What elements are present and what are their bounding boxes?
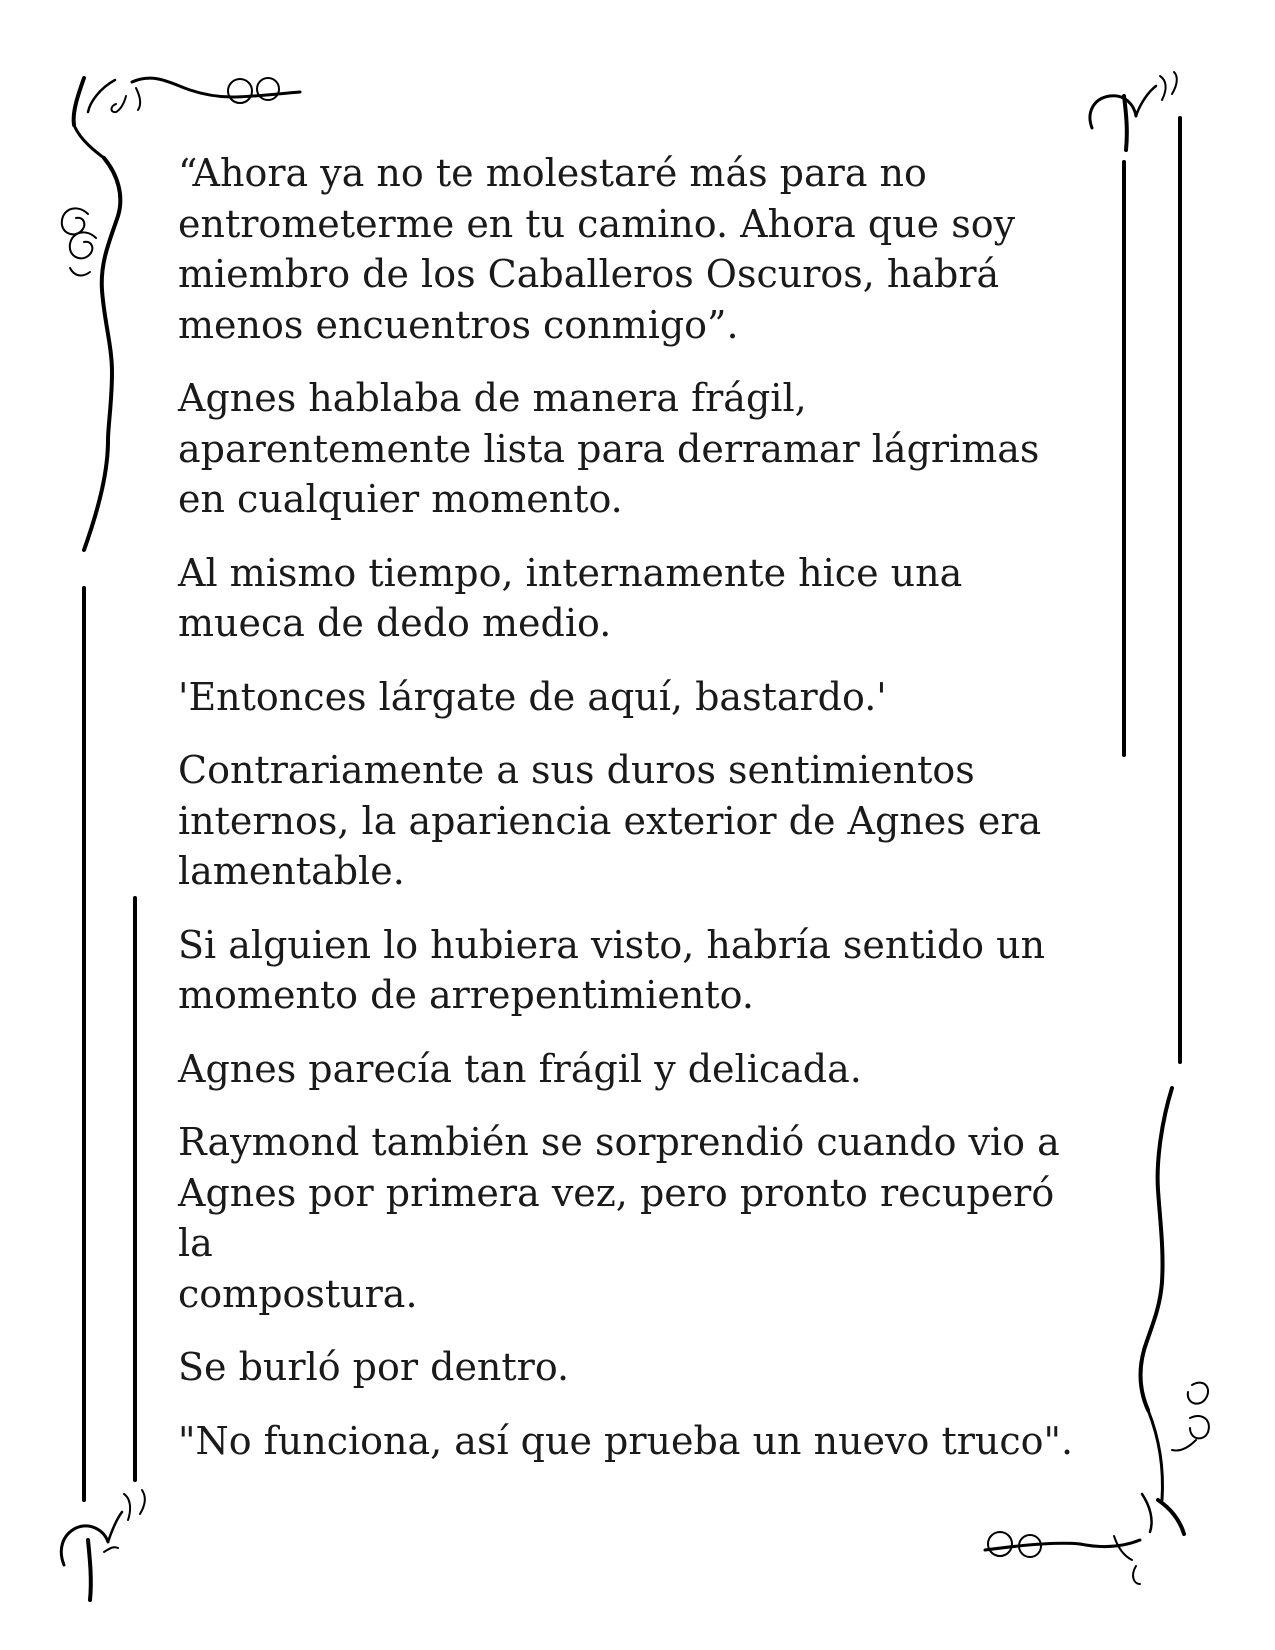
paragraph-10: "No funciona, así que prueba un nuevo truco". (178, 1418, 1074, 1463)
top-right-flourish (1090, 72, 1177, 150)
paragraph-8: Raymond también se sorprendió cuando vio a Agnes por primera vez, pero pronto recuperó la compostura. (178, 1120, 1060, 1316)
bottom-left-flourish (61, 1490, 144, 1600)
paragraph-7: Agnes parecía tan frágil y delicada. (178, 1046, 862, 1091)
body-text (178, 148, 1098, 1489)
paragraph-6: Si alguien lo hubiera visto, habría sentido un momento de arrepentimiento. (178, 922, 1046, 1017)
paragraph-2: Agnes hablaba de manera frágil, aparentemente lista para derramar lágrimas en cualquier momento. (178, 376, 1040, 521)
paragraph-9: Se burló por dentro. (178, 1345, 570, 1389)
paragraph-4: 'Entonces lárgate de aquí, bastardo.' (178, 674, 887, 719)
paragraph-3: Al mismo tiempo, internamente hice una mueca de dedo medio. (178, 550, 963, 645)
paragraph-1: “Ahora ya no te molestaré más para no entrometerme en tu camino. Ahora que soy miembro de los Caballeros Oscuros, habrá menos encuentros conmigo”. (178, 151, 1016, 347)
paragraph-5: Contrariamente a sus duros sentimientos internos, la apariencia exterior de Agnes era lamentable. (178, 748, 1042, 893)
